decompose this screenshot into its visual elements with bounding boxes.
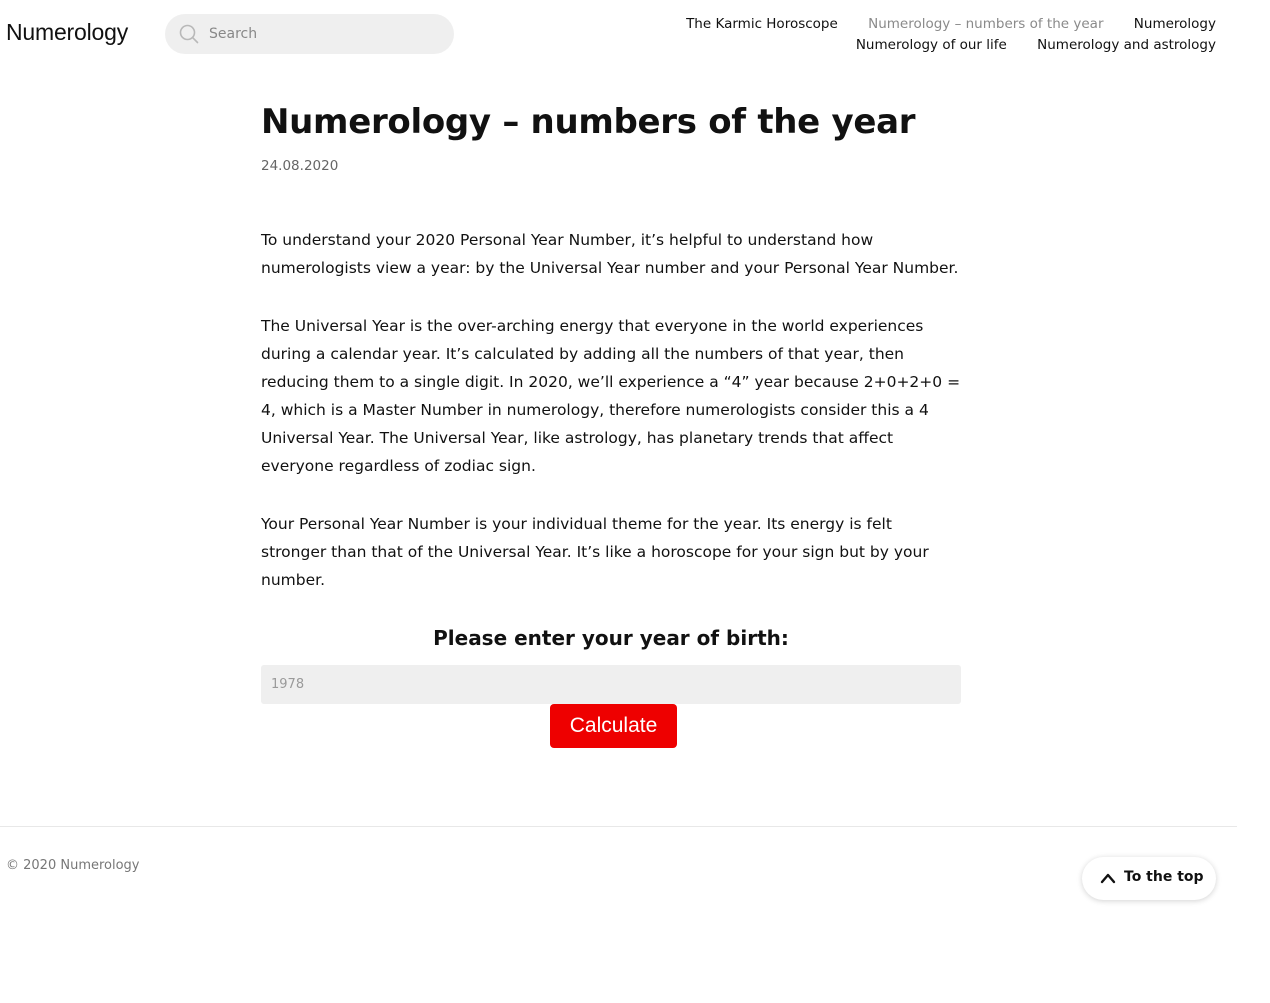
nav-item-numerology-of-our-life[interactable]: Numerology of our life [855, 37, 1007, 53]
article-paragraph: To understand your 2020 Personal Year Number, it’s helpful to understand how numerologists view a year: by the Universal Year number and your Personal Year Number. [261, 231, 959, 277]
search-icon [179, 24, 199, 44]
article-paragraph: The Universal Year is the over-arching energy that everyone in the world experiences during a calendar year. It’s calculated by adding all the numbers of that year, then reducing them to a single digit. In 2020, we’ll experience a “4” year because 2+0+2+0 = 4, which is a Master Number in numerology, therefore numerologists consider this a 4 Universal Year. The Universal Year, like astrology, has planetary trends that affect everyone regardless of zodiac sign. [261, 317, 961, 475]
main-nav [656, 14, 1216, 56]
nav-item-numbers-of-the-year[interactable]: Numerology – numbers of the year [868, 16, 1104, 32]
post-date: 24.08.2020 [261, 158, 339, 174]
calculate-button[interactable]: Calculate [550, 704, 677, 748]
nav-item-numerology-and-astrology[interactable]: Numerology and astrology [1037, 37, 1216, 53]
copyright: © 2020 Numerology [6, 858, 140, 873]
page-title: Numerology – numbers of the year [261, 102, 916, 142]
birth-year-input[interactable] [261, 665, 961, 704]
footer-divider [0, 826, 1237, 827]
chevron-up-icon [1100, 871, 1116, 885]
to-the-top-label: To the top [1124, 869, 1204, 885]
site-logo[interactable]: Numerology [6, 19, 128, 45]
article-content [261, 226, 961, 594]
search-box[interactable] [165, 14, 454, 54]
calculate-wrapper [261, 704, 961, 748]
nav-item-karmic-horoscope[interactable]: The Karmic Horoscope [686, 16, 838, 32]
birth-year-label: Please enter your year of birth: [433, 626, 789, 650]
site-header [0, 0, 1270, 70]
to-the-top-button[interactable] [1082, 857, 1216, 900]
nav-item-numerology[interactable]: Numerology [1133, 16, 1216, 32]
article-paragraph: Your Personal Year Number is your individual theme for the year. Its energy is felt stronger than that of the Universal Year. It’s like a horoscope for your sign but by your number. [261, 515, 929, 589]
search-input[interactable] [209, 14, 439, 54]
article [261, 96, 961, 748]
